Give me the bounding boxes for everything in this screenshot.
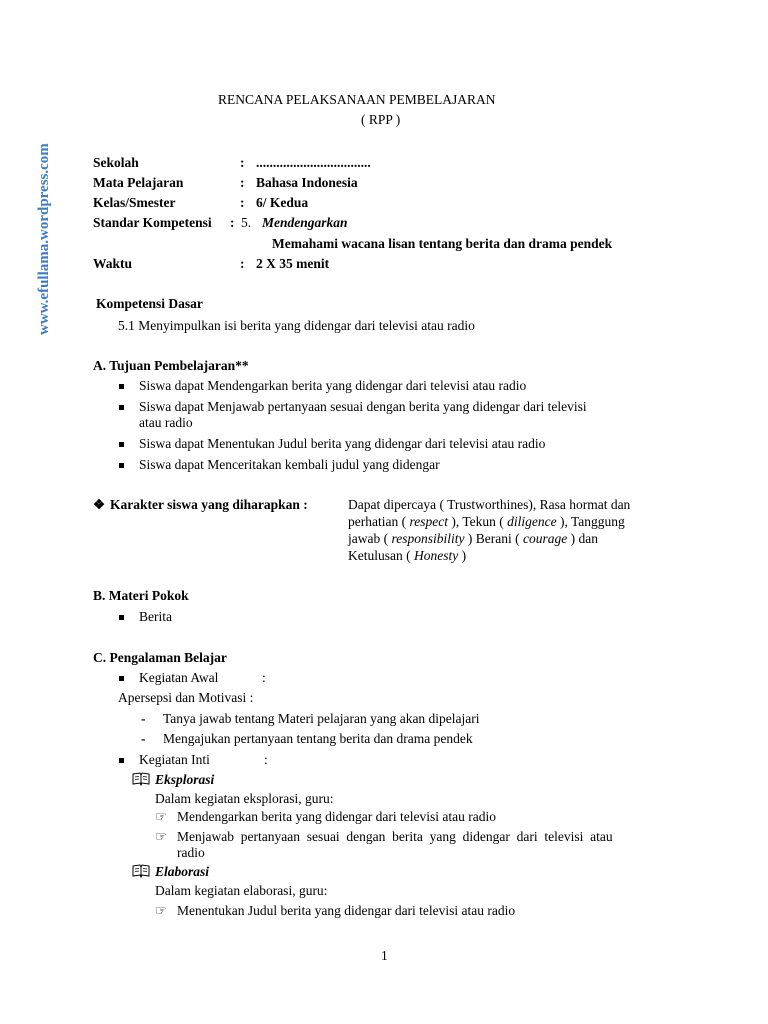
bullet-icon	[119, 457, 124, 473]
sep-kelas: :	[240, 195, 245, 210]
label-sk: Standar Kompetensi	[93, 215, 212, 230]
karakter-line: jawab ( responsibility ) Berani ( courage ) dan	[348, 531, 598, 546]
elaborasi-title: Elaborasi	[155, 864, 210, 879]
kd-heading: Kompetensi Dasar	[96, 296, 203, 311]
bullet-icon	[119, 752, 124, 768]
pointing-hand-icon: ☞	[155, 809, 168, 824]
sep-sk: :	[230, 215, 235, 230]
pointing-hand-icon: ☞	[155, 903, 168, 918]
kegiatan-awal-label: Kegiatan Awal	[139, 670, 219, 685]
doc-subtitle: ( RPP )	[361, 112, 401, 127]
kegiatan-awal-colon: :	[262, 670, 266, 685]
book-icon	[132, 772, 150, 790]
eksplorasi-item-cont: radio	[177, 845, 205, 860]
label-waktu: Waktu	[93, 256, 133, 271]
elaborasi-item: Menentukan Judul berita yang didengar dari televisi atau radio	[177, 903, 516, 918]
pengalaman-heading: C. Pengalaman Belajar	[93, 650, 227, 665]
value-waktu: 2 X 35 menit	[256, 256, 330, 271]
value-sekolah: ..................................	[256, 155, 371, 170]
eksplorasi-intro: Dalam kegiatan eksplorasi, guru:	[155, 791, 334, 806]
kegiatan-inti-label: Kegiatan Inti	[139, 752, 210, 767]
pointing-hand-icon: ☞	[155, 829, 168, 844]
tujuan-heading: A. Tujuan Pembelajaran**	[93, 358, 249, 373]
num-sk: 5.	[241, 215, 252, 230]
dash-icon: -	[141, 731, 146, 746]
eksplorasi-title: Eksplorasi	[155, 772, 215, 787]
value-sk: Mendengarkan	[262, 215, 348, 230]
sep-mapel: :	[240, 175, 245, 190]
materi-item: Berita	[139, 609, 172, 624]
label-mapel: Mata Pelajaran	[93, 175, 184, 190]
sep-waktu: :	[240, 256, 245, 271]
bullet-icon	[119, 670, 124, 686]
desc-sk: Memahami wacana lisan tentang berita dan drama pendek	[272, 236, 613, 251]
karakter-line: Ketulusan ( Honesty )	[348, 548, 467, 563]
label-kelas: Kelas/Smester	[93, 195, 176, 210]
doc-title: RENCANA PELAKSANAAN PEMBELAJARAN	[218, 92, 496, 107]
eksplorasi-item: Mendengarkan berita yang didengar dari televisi atau radio	[177, 809, 496, 824]
value-mapel: Bahasa Indonesia	[256, 175, 358, 190]
tujuan-item: Siswa dapat Menjawab pertanyaan sesuai dengan berita yang didengar dari televisi	[139, 399, 587, 414]
value-kelas: 6/ Kedua	[256, 195, 309, 210]
tujuan-item-cont: atau radio	[139, 415, 193, 430]
bullet-icon	[119, 378, 124, 394]
tujuan-item: Siswa dapat Mendengarkan berita yang didengar dari televisi atau radio	[139, 378, 527, 393]
karakter-line: Dapat dipercaya ( Trustworthines), Rasa hormat dan	[348, 497, 631, 512]
materi-heading: B. Materi Pokok	[93, 588, 189, 603]
bullet-icon	[119, 609, 124, 625]
bullet-icon	[119, 436, 124, 452]
page-number: 1	[381, 948, 388, 963]
site-watermark: www.efullama.wordpress.com	[36, 143, 52, 335]
sep-sekolah: :	[240, 155, 245, 170]
awal-item: Tanya jawab tentang Materi pelajaran yang akan dipelajari	[163, 711, 480, 726]
kd-text: 5.1 Menyimpulkan isi berita yang didengar dari televisi atau radio	[118, 318, 475, 333]
eksplorasi-item: Menjawab pertanyaan sesuai dengan berita yang didengar dari televisi atau	[177, 829, 613, 844]
label-sekolah: Sekolah	[93, 155, 139, 170]
elaborasi-intro: Dalam kegiatan elaborasi, guru:	[155, 883, 328, 898]
tujuan-item: Siswa dapat Menentukan Judul berita yang didengar dari televisi atau radio	[139, 436, 546, 451]
diamond-icon: ❖	[93, 497, 106, 512]
book-icon	[132, 864, 150, 882]
karakter-line: perhatian ( respect ), Tekun ( diligence ), Tanggung	[348, 514, 625, 529]
apersepsi-text: Apersepsi dan Motivasi :	[118, 690, 254, 705]
tujuan-item: Siswa dapat Menceritakan kembali judul yang didengar	[139, 457, 440, 472]
kegiatan-inti-colon: :	[264, 752, 268, 767]
bullet-icon	[119, 399, 124, 415]
awal-item: Mengajukan pertanyaan tentang berita dan drama pendek	[163, 731, 473, 746]
karakter-label: Karakter siswa yang diharapkan :	[110, 497, 308, 512]
dash-icon: -	[141, 711, 146, 726]
